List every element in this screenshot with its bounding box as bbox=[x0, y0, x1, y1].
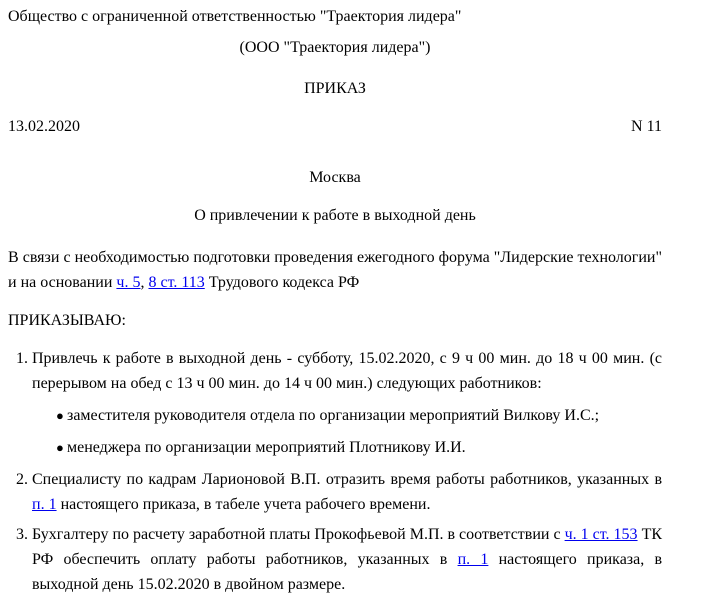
item-number: 3. bbox=[16, 526, 28, 543]
legal-reference-link[interactable]: п. 1 bbox=[32, 496, 57, 513]
text-segment: В связи с необходимостью подготовки проведения ежегодного форума "Лидерские технологии" и на основании bbox=[8, 249, 662, 291]
text-segment: ТК РФ обеспечить оплату работы работников, указанных в bbox=[32, 526, 663, 568]
text-segment: Бухгалтеру по расчету заработной платы Прокофьевой М.П. в соответствии с bbox=[32, 526, 565, 543]
employee-bullet-list bbox=[32, 403, 662, 460]
legal-reference-link[interactable]: ч. 5 bbox=[116, 274, 141, 291]
bullet-text: заместителя руководителя отдела по организации мероприятий Вилкову И.С.; bbox=[67, 407, 600, 424]
legal-reference-link[interactable]: п. 1 bbox=[457, 551, 489, 568]
item-text bbox=[32, 471, 662, 513]
document-date: 13.02.2020 bbox=[8, 118, 80, 135]
order-item-3 bbox=[8, 522, 662, 597]
order-item-1 bbox=[8, 346, 662, 460]
text-segment: Специалисту по кадрам Ларионовой В.П. отразить время работы работников, указанных в bbox=[32, 471, 662, 488]
resolution-word: ПРИКАЗЫВАЮ: bbox=[8, 312, 126, 329]
item-text bbox=[32, 526, 662, 593]
legal-reference-link[interactable]: ч. 1 ст. 153 bbox=[564, 526, 638, 543]
order-items-list bbox=[8, 346, 662, 597]
text-segment: настоящего приказа, в табеле учета рабочего времени. bbox=[56, 496, 431, 513]
item-number: 1. bbox=[16, 350, 28, 367]
legal-reference-link[interactable]: 8 ст. 113 bbox=[148, 274, 205, 291]
bullet-marker-icon: ● bbox=[56, 408, 64, 423]
employee-bullet-item bbox=[32, 435, 662, 460]
intro-paragraph bbox=[8, 245, 662, 295]
bullet-marker-icon: ● bbox=[56, 440, 64, 455]
text-segment: Привлечь к работе в выходной день - субботу, 15.02.2020, с 9 ч 00 мин. до 18 ч 00 мин. (с перерывом на обед с 13 ч 00 мин. до 14 ч 00 мин.) следующих работников: bbox=[32, 350, 662, 392]
item-number: 2. bbox=[16, 471, 28, 488]
organization-full-name: Общество с ограниченной ответственностью "Траектория лидера" bbox=[8, 8, 462, 25]
item-text bbox=[32, 350, 662, 392]
date-number-row bbox=[8, 114, 662, 139]
order-item-2 bbox=[8, 467, 662, 517]
employee-bullet-item bbox=[32, 403, 662, 428]
document-number: N 11 bbox=[631, 118, 662, 135]
text-segment: Трудового кодекса РФ bbox=[204, 274, 360, 291]
text-segment: , bbox=[140, 274, 149, 291]
document-subject: О привлечении к работе в выходной день bbox=[194, 207, 476, 224]
organization-short-name: (ООО "Траектория лидера") bbox=[239, 39, 431, 56]
document-city: Москва bbox=[309, 169, 361, 186]
document-type-title: ПРИКАЗ bbox=[304, 80, 366, 97]
text-segment: настоящего приказа, в выходной день 15.02.2020 в двойном размере. bbox=[32, 551, 663, 593]
bullet-text: менеджера по организации мероприятий Плотникову И.И. bbox=[67, 439, 466, 456]
